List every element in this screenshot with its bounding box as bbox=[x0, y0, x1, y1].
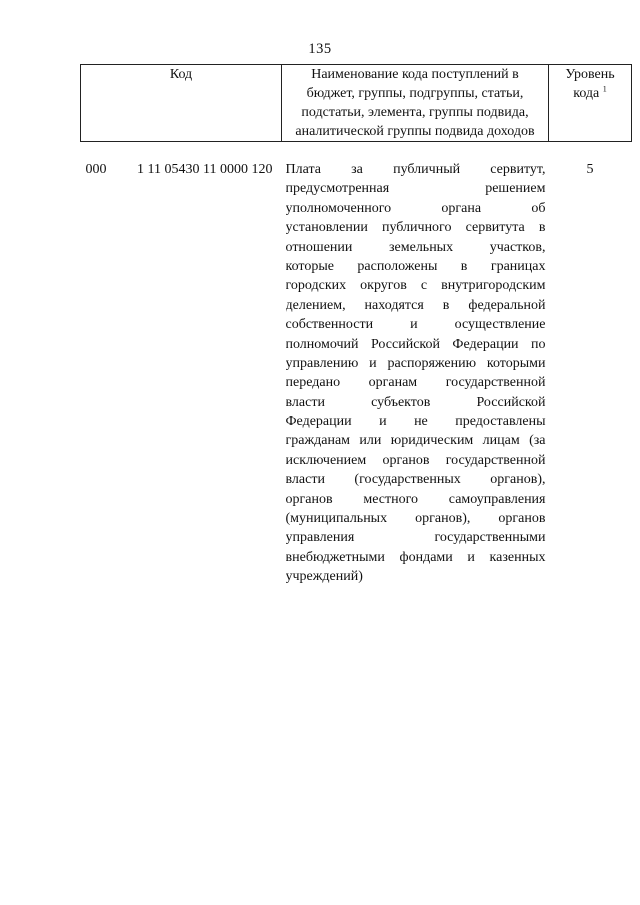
income-name-cell bbox=[282, 160, 549, 587]
header-level bbox=[549, 65, 632, 142]
income-name-line: Плата за публичный сервитут, bbox=[285, 162, 546, 177]
footnote-marker: 1 bbox=[602, 84, 607, 94]
income-name-line: органов местного самоуправления bbox=[285, 491, 546, 507]
header-name-line: аналитической группы подвида доходов bbox=[295, 124, 535, 139]
page-number: 135 bbox=[308, 41, 332, 57]
header-name-line: бюджет, группы, подгруппы, статьи, bbox=[306, 86, 524, 101]
income-name-line: городских округов с внутригородским bbox=[285, 278, 546, 294]
header-level-line1: Уровень bbox=[565, 67, 615, 82]
income-code: 1 11 05430 11 0000 120 bbox=[137, 162, 273, 177]
income-name-line: предусмотренная решением bbox=[285, 181, 546, 197]
income-name-line: полномочий Российской Федерации по bbox=[285, 336, 546, 352]
income-name-line: власти (государственных органов), bbox=[285, 472, 546, 488]
income-name-line: внебюджетными фондами и казенных bbox=[285, 549, 546, 565]
income-name-line: делением, находятся в федеральной bbox=[285, 297, 546, 313]
income-name-line: передано органам государственной bbox=[285, 375, 546, 391]
income-name-line: уполномоченного органа об bbox=[285, 200, 546, 216]
header-code: Код bbox=[81, 65, 282, 142]
admin-code: 000 bbox=[85, 162, 107, 177]
header-name-line: подстатьи, элемента, группы подвида, bbox=[301, 105, 529, 120]
header-level-line2: кода bbox=[573, 86, 600, 101]
income-name-line: Федерации и не предоставлены bbox=[285, 414, 546, 430]
table-row bbox=[81, 160, 632, 587]
income-name-line: отношении земельных участков, bbox=[285, 239, 546, 255]
income-name-line: которые расположены в границах bbox=[285, 258, 546, 274]
income-codes-table bbox=[80, 64, 632, 587]
code-cell bbox=[81, 160, 282, 179]
header-name bbox=[282, 65, 549, 142]
table-header-row bbox=[81, 65, 632, 142]
income-name-line: гражданам или юридическим лицам (за bbox=[285, 433, 546, 449]
income-name-line: управления государственными bbox=[285, 530, 546, 546]
income-name-line: исключением органов государственной bbox=[285, 452, 546, 468]
level-cell: 5 bbox=[586, 162, 594, 177]
header-name-line: Наименование кода поступлений в bbox=[311, 67, 519, 82]
income-name-line: управлению и распоряжению которыми bbox=[285, 355, 546, 371]
income-name-line: учреждений) bbox=[285, 569, 363, 585]
income-name-line: собственности и осуществление bbox=[285, 317, 546, 333]
income-name-line: (муниципальных органов), органов bbox=[285, 511, 546, 527]
income-name-line: власти субъектов Российской bbox=[285, 394, 546, 410]
income-name-line: установлении публичного сервитута в bbox=[285, 220, 546, 236]
